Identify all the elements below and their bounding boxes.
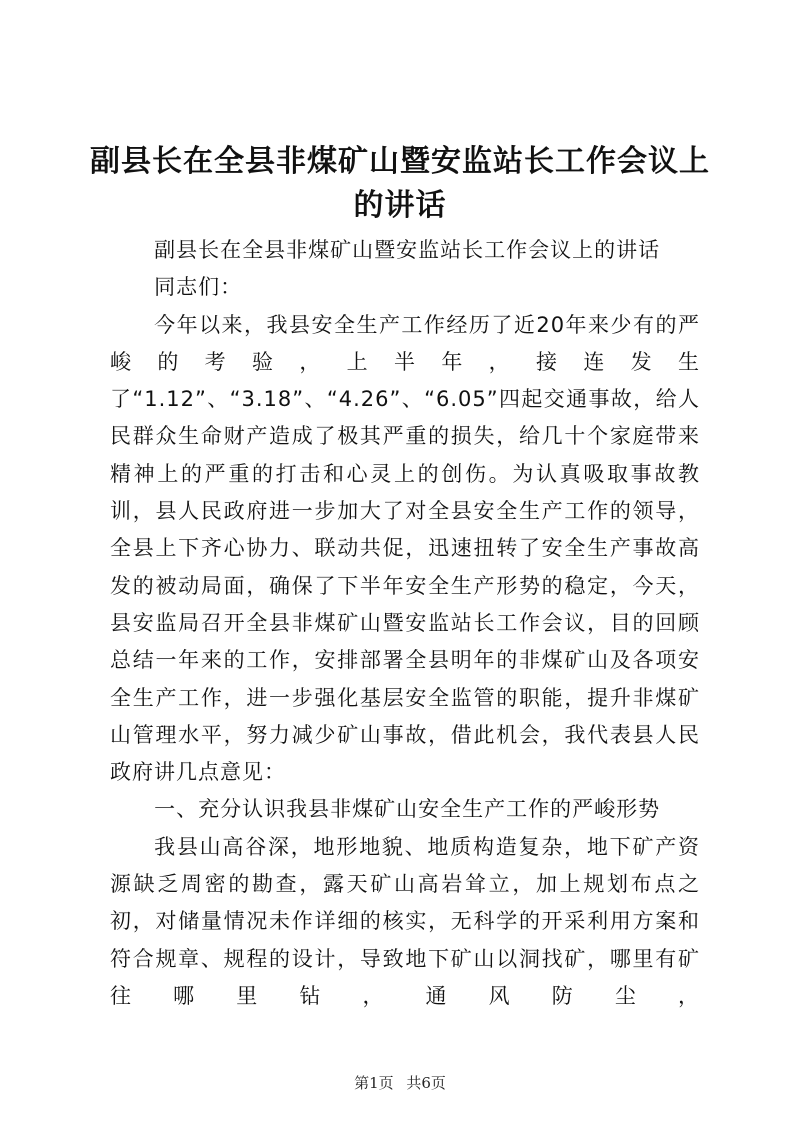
document-body <box>110 232 700 1015</box>
paragraph-intro: 今年以来，我县安全生产工作经历了近20年来少有的严峻的考验，上半年，接连发生了“1.12”、“3.18”、“4.26”、“6.05”四起交通事故，给人民群众生命财产造成了极其严重的损失，给几十个家庭带来精神上的严重的打击和心灵上的创伤。为认真吸取事故教训，县人民政府进一步加大了对全县安全生产工作的领导，全县上下齐心协力、联动共促，迅速扭转了安全生产事故高发的被动局面，确保了下半年安全生产形势的稳定，今天，县安监局召开全县非煤矿山暨安监站长工作会议，目的回顾总结一年来的工作，安排部署全县明年的非煤矿山及各项安全生产工作，进一步强化基层安全监管的职能，提升非煤矿山管理水平，努力减少矿山事故，借此机会，我代表县人民政府讲几点意见： <box>110 312 700 785</box>
paragraph-heading-repeat: 副县长在全县非煤矿山暨安监站长工作会议上的讲话 <box>154 238 661 262</box>
document-title: 副县长在全县非煤矿山暨安监站长工作会议上的讲话 <box>90 144 710 223</box>
paragraph-section-1: 我县山高谷深，地形地貌、地质构造复杂，地下矿产资源缺乏周密的勘查，露天矿山高岩耸立，加上规划布点之初，对储量情况未作详细的核实，无科学的开采利用方案和符合规章、规程的设计，导致地下矿山以洞找矿，哪里有矿往哪里钻，通风防尘， <box>110 834 700 1008</box>
total-pages: 共6页 <box>406 1074 446 1092</box>
page-footer <box>0 1072 800 1093</box>
section-heading-1: 一、充分认识我县非煤矿山安全生产工作的严峻形势 <box>154 797 661 822</box>
page-number: 第1页 <box>354 1074 394 1092</box>
paragraph-salutation: 同志们： <box>154 275 243 300</box>
